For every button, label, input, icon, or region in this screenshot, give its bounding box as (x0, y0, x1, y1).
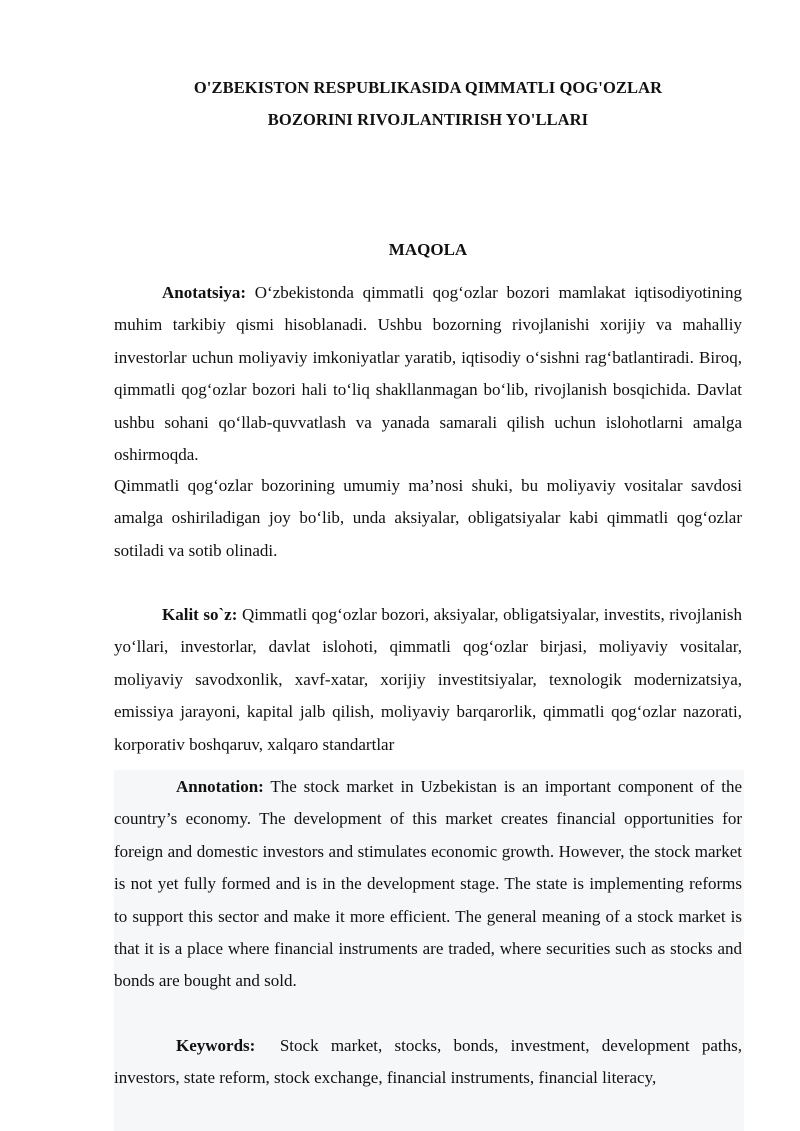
kalit-soz-text: Qimmatli qog‘ozlar bozori, aksiyalar, obligatsiyalar, investits, rivojlanish yo‘llari, investorlar, davlat islohoti, qimmatli qog‘ozlar birjasi, moliyaviy vositalar, moliyaviy savodxonlik, xavf-xatar, xorijiy investitsiyalar, texnologik modernizatsiya, emissiya jarayoni, kapital jalb qilish, moliyaviy barqarorlik, qimmatli qog‘ozlar nazorati, korporativ boshqaruv, xalqaro standartlar (114, 605, 742, 754)
keywords-text: Stock market, stocks, bonds, investment, development paths, investors, state reform, stock exchange, financial instruments, financial literacy, (114, 1036, 747, 1088)
article-title-line-2: BOZORINI RIVOJLANTIRISH YO'LLARI (267, 110, 589, 129)
annotation-label: Annotation: (176, 777, 264, 796)
kalit-soz-label: Kalit so`z: (162, 605, 238, 624)
keywords-label: Keywords: (176, 1036, 256, 1055)
keywords-paragraph (114, 1030, 747, 1095)
kalit-soz-paragraph (114, 599, 742, 761)
article-title-line-1: O'ZBEKISTON RESPUBLIKASIDA QIMMATLI QOG'OZLAR (193, 78, 663, 97)
anotatsiya-label: Anotatsiya: (162, 283, 247, 302)
anotatsiya-paragraph-2: Qimmatli qog‘ozlar bozorining umumiy ma’nosi shuki, bu moliyaviy vositalar savdosi amalga oshiriladigan joy bo‘lib, unda aksiyalar, obligatsiyalar kabi qimmatli qog‘ozlar sotiladi va sotib olinadi. (114, 476, 742, 560)
annotation-paragraph (114, 771, 742, 998)
anotatsiya-text: O‘zbekistonda qimmatli qog‘ozlar bozori mamlakat iqtisodiyotining muhim tarkibiy qismi hisoblanadi. Ushbu bozorning rivojlanishi xorijiy va mahalliy investorlar uchun moliyaviy imkoniyatlar yaratib, iqtisodiy o‘sishni rag‘batlantiradi. Biroq, qimmatli qog‘ozlar bozori hali to‘liq shakllanmagan bo‘lib, rivojlanish bosqichida. Davlat ushbu sohani qo‘llab-quvvatlash va yanada samarali qilish uchun islohotlarni amalga oshirmoqda. (114, 283, 742, 465)
anotatsiya-paragraph (114, 277, 742, 471)
section-heading: MAQOLA (388, 240, 468, 259)
annotation-text: The stock market in Uzbekistan is an important component of the country’s economy. The development of this market creates financial opportunities for foreign and domestic investors and stimulates economic growth. However, the stock market is not yet fully formed and is in the development stage. The state is implementing reforms to support this sector and make it more efficient. The general meaning of a stock market is that it is a place where financial instruments are traded, where securities such as stocks and bonds are bought and sold. (114, 777, 742, 991)
article-title (114, 72, 742, 136)
